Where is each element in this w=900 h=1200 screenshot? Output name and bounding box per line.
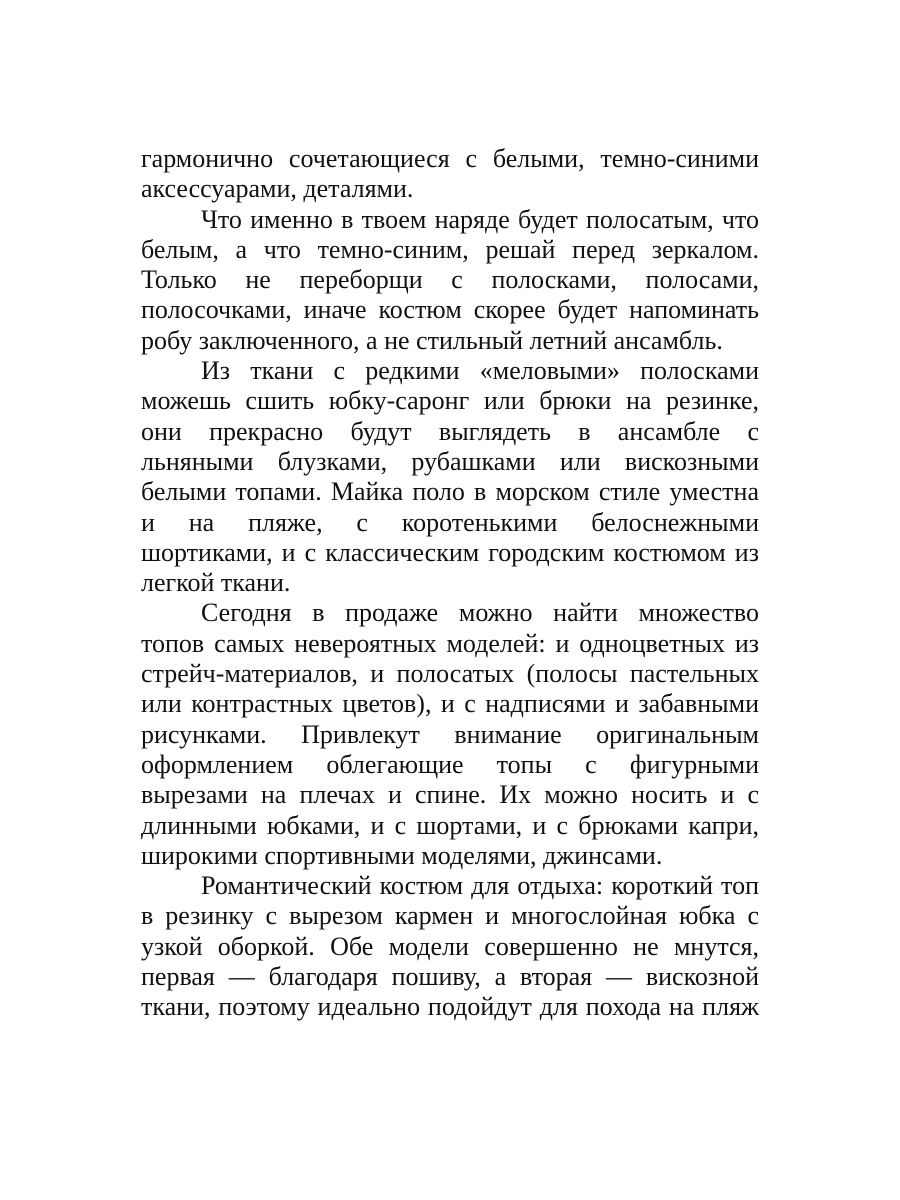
text-line: аксессуарами, деталями.	[141, 174, 414, 204]
text-line: широкими спортивными моделями, джинсами.	[141, 840, 663, 870]
text-line: первая — благодаря пошиву, а вторая — вискозной	[141, 962, 759, 992]
text-line: топов самых невероятных моделей: и одноцветных из	[141, 628, 759, 658]
text-line: легкой ткани.	[141, 568, 291, 598]
paragraph	[141, 205, 759, 356]
text-line: гармонично сочетающиеся с белыми, темно-синими	[141, 144, 759, 173]
text-line: можешь сшить юбку-саронг или брюки на резинке,	[141, 386, 759, 416]
page-text	[141, 144, 759, 1023]
text-line: льняными блузками, рубашками или вискозными	[141, 446, 759, 476]
text-line: длинными юбками, и с шортами, и с брюками капри,	[141, 810, 759, 840]
text-line: они прекрасно будут выглядеть в ансамбле с	[141, 416, 759, 446]
paragraph	[141, 871, 759, 1022]
text-line: или контрастных цветов), и с надписями и забавными	[141, 689, 759, 719]
text-line: Что именно в твоем наряде будет полосатым, что	[201, 204, 759, 234]
text-line: оформлением облегающие топы с фигурными	[141, 749, 759, 779]
text-line: Сегодня в продаже можно найти множество	[201, 598, 759, 628]
text-line: вырезами на плечах и спине. Их можно носить и с	[141, 780, 759, 810]
text-line: полосочками, иначе костюм скорее будет напоминать	[141, 295, 759, 325]
paragraph	[141, 598, 759, 871]
text-line: белым, а что темно-синим, решай перед зеркалом.	[141, 234, 759, 264]
text-line: Романтический костюм для отдыха: короткий топ	[201, 871, 759, 901]
text-line: Из ткани с редкими «меловыми» полосками	[201, 356, 759, 386]
paragraph	[141, 144, 759, 205]
paragraph	[141, 356, 759, 598]
text-line: в резинку с вырезом кармен и многослойная юбка с	[141, 901, 759, 931]
text-line: рисунками. Привлекут внимание оригинальным	[141, 719, 759, 749]
text-line: шортиками, и с классическим городским костюмом из	[141, 537, 759, 567]
text-line: робу заключенного, а не стильный летний ансамбль.	[141, 325, 723, 355]
text-line: и на пляже, с коротенькими белоснежными	[141, 507, 759, 537]
text-line: узкой оборкой. Обе модели совершенно не мнутся,	[141, 931, 759, 961]
text-line: белыми топами. Майка поло в морском стиле уместна	[141, 477, 759, 507]
text-line: Только не переборщи с полосками, полосами,	[141, 265, 759, 295]
text-line: ткани, поэтому идеально подойдут для похода на пляж	[141, 992, 759, 1022]
text-line: стрейч-материалов, и полосатых (полосы пастельных	[141, 659, 759, 689]
